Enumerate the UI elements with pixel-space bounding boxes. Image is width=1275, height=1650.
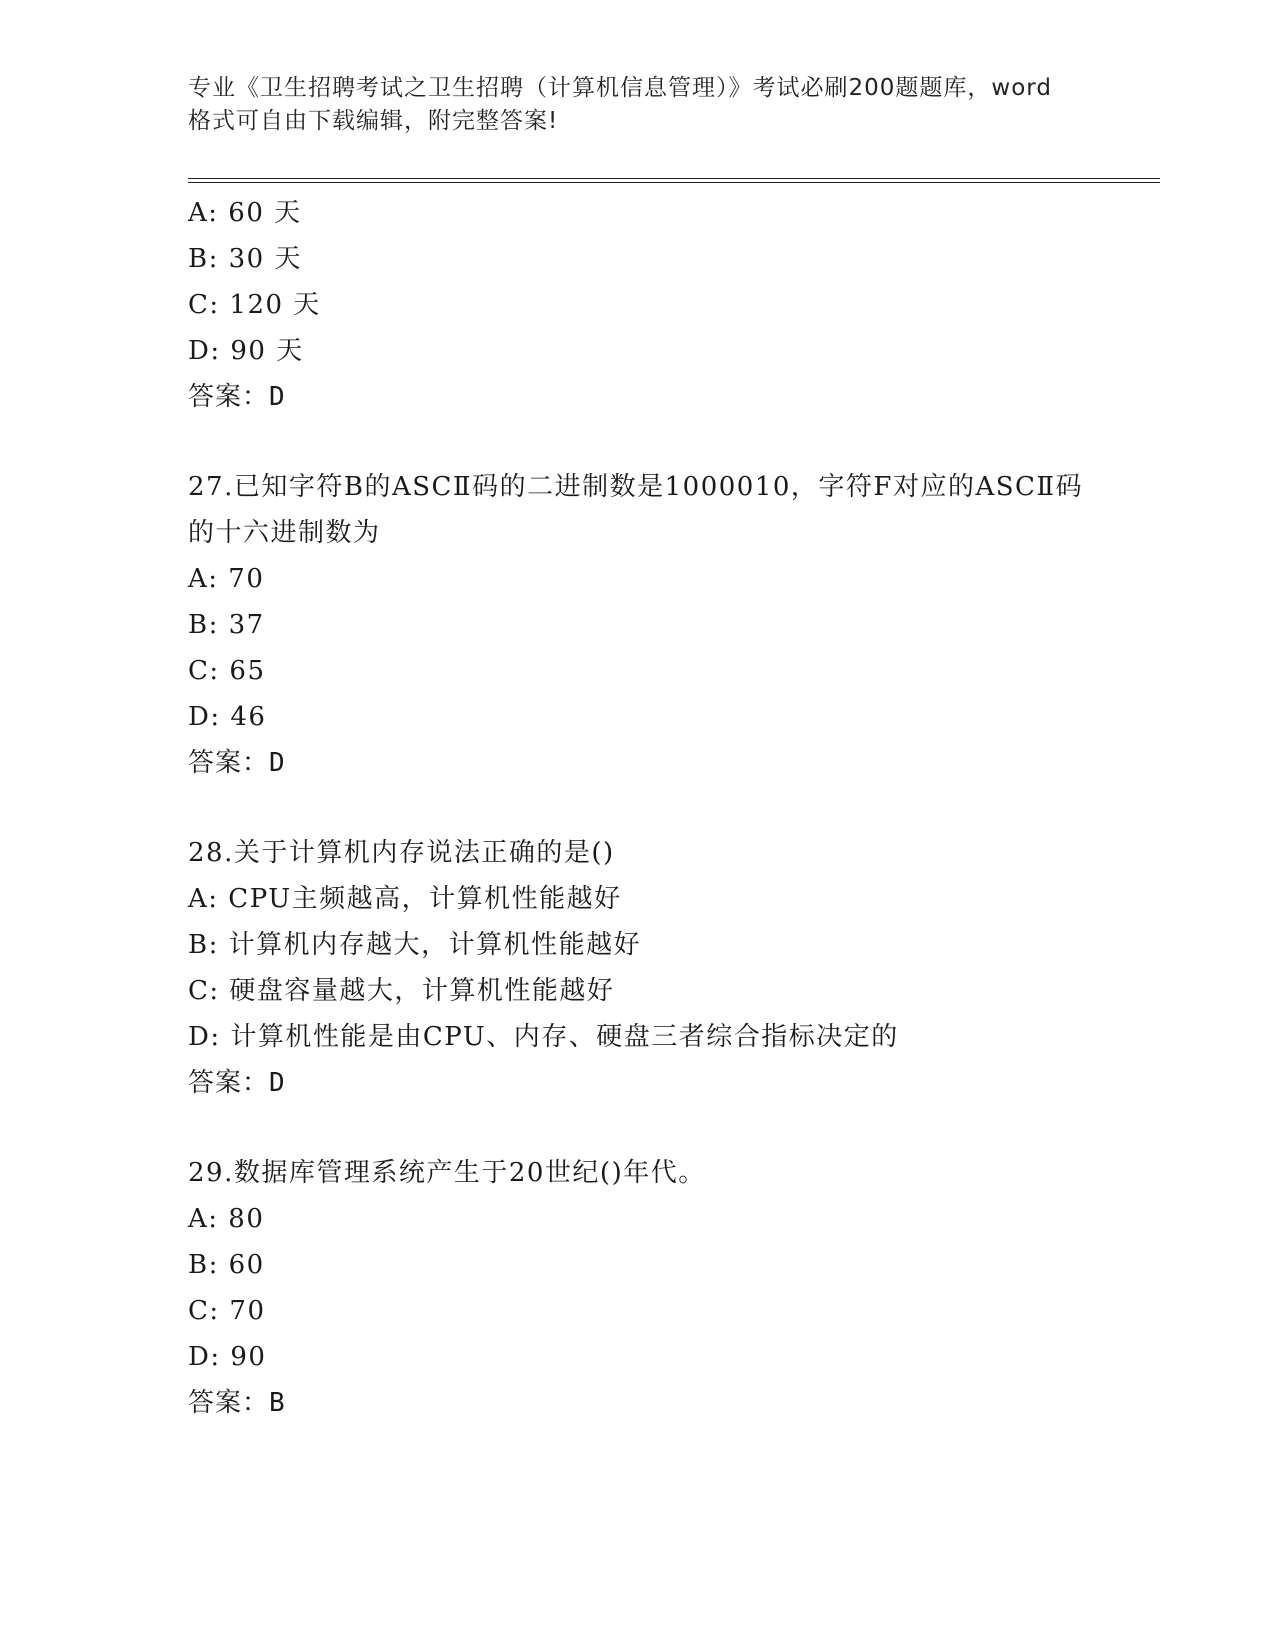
option-c: C: 120 天: [188, 290, 321, 320]
header-divider-bottom: [188, 182, 1160, 183]
question-block: [188, 1150, 1148, 1426]
answer-label: 答案：: [188, 382, 270, 412]
option-c: C: 70: [188, 1296, 266, 1326]
document-header: [188, 72, 1088, 138]
option-c: C: 硬盘容量越大，计算机性能越好: [188, 976, 615, 1006]
answer-line: [188, 1380, 1148, 1426]
answer-value: D: [269, 748, 286, 778]
header-divider-top: [188, 178, 1160, 179]
header-line-2: 格式可自由下载编辑，附完整答案!: [188, 108, 559, 134]
option-d: D: 90 天: [188, 336, 304, 366]
option-d: D: 90: [188, 1342, 267, 1372]
option-c: C: 65: [188, 656, 266, 686]
option-b: B: 计算机内存越大，计算机性能越好: [188, 930, 642, 960]
answer-label: 答案：: [188, 1068, 270, 1098]
question-block: [188, 190, 1148, 420]
question-block: [188, 464, 1148, 786]
question-list: [188, 190, 1148, 1470]
answer-line: [188, 374, 1148, 420]
option-d: D: 计算机性能是由CPU、内存、硬盘三者综合指标决定的: [188, 1022, 899, 1052]
question-text: 28.关于计算机内存说法正确的是(): [188, 838, 615, 868]
option-d: D: 46: [188, 702, 267, 732]
question-text: 27.已知字符B的ASCⅡ码的二进制数是1000010，字符F对应的ASCⅡ码的十六进制数为: [188, 472, 1084, 548]
question-text: 29.数据库管理系统产生于20世纪()年代。: [188, 1158, 706, 1188]
answer-value: D: [269, 1068, 286, 1098]
answer-line: [188, 1060, 1148, 1106]
answer-value: B: [269, 1388, 286, 1418]
option-a: A: 70: [188, 564, 265, 594]
option-b: B: 37: [188, 610, 265, 640]
option-a: A: CPU主频越高，计算机性能越好: [188, 884, 622, 914]
option-a: A: 60 天: [188, 198, 302, 228]
question-block: [188, 830, 1148, 1106]
answer-value: D: [269, 382, 286, 412]
header-line-1: 专业《卫生招聘考试之卫生招聘（计算机信息管理）》考试必刷200题题库，word: [188, 75, 1052, 101]
option-b: B: 30 天: [188, 244, 302, 274]
answer-label: 答案：: [188, 748, 270, 778]
answer-line: [188, 740, 1148, 786]
option-a: A: 80: [188, 1204, 265, 1234]
answer-label: 答案：: [188, 1388, 270, 1418]
option-b: B: 60: [188, 1250, 265, 1280]
